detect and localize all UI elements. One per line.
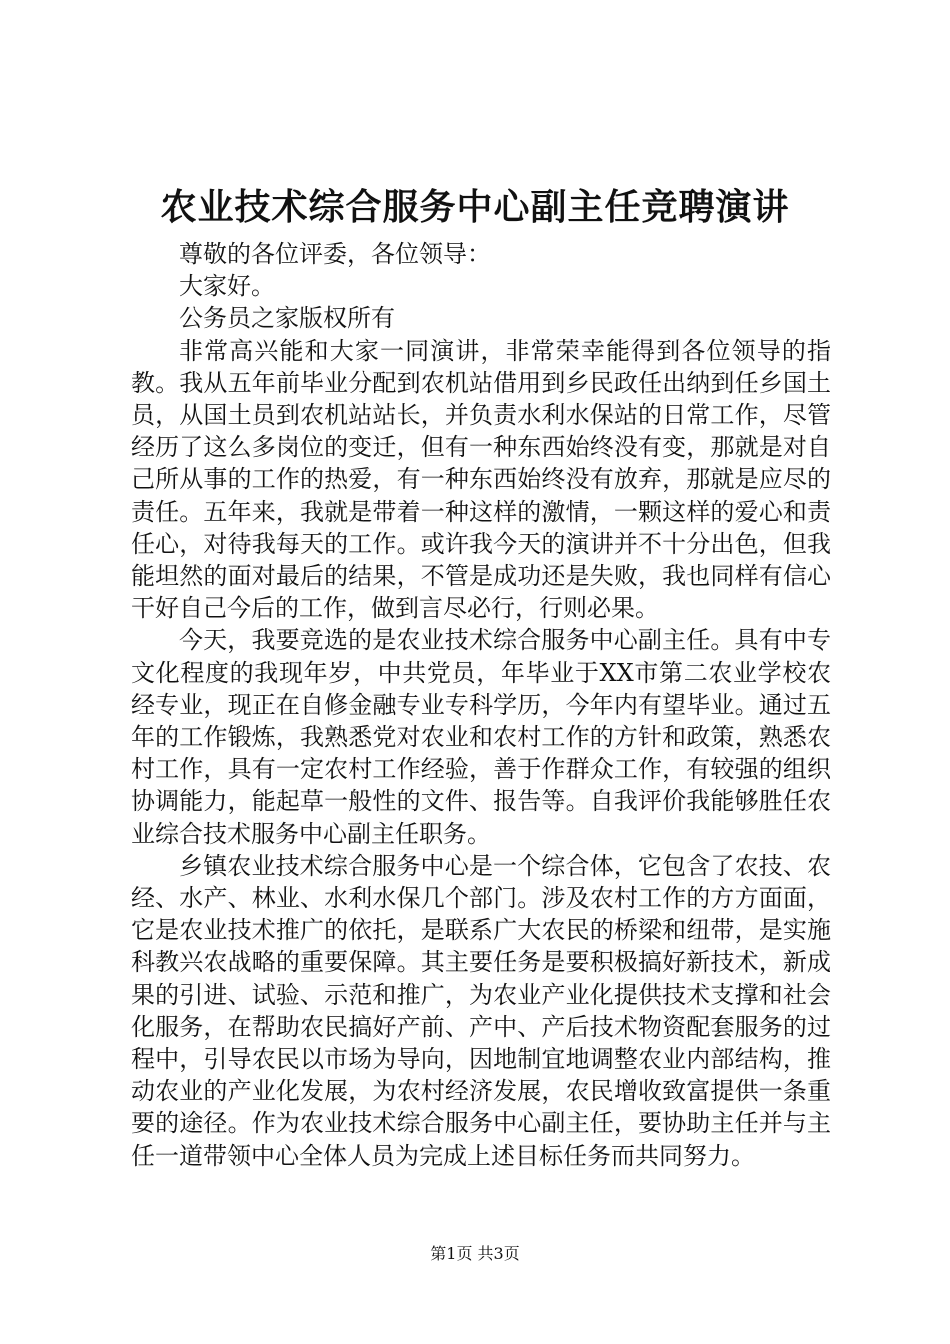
body-paragraph: 乡镇农业技术综合服务中心是一个综合体，它包含了农技、农经、水产、林业、水利水保几个部门。涉及农村工作的方方面面，它是农业技术推广的依托，是联系广大农民的桥梁和纽带，是实施科教兴农战略的重要保障。其主要任务是要积极搞好新技术，新成果的引进、试验、示范和推广，为农业产业化提供技术支撑和社会化服务，在帮助农民搞好产前、产中、产后技术物资配套服务的过程中，引导农民以市场为导向，因地制宜地调整农业内部结构，推动农业的产业化发展，为农村经济发展，农民增收致富提供一条重要的途径。作为农业技术综合服务中心副主任，要协助主任并与主任一道带领中心全体人员为完成上述目标任务而共同努力。 — [131, 851, 831, 1170]
copyright-paragraph: 公务员之家版权所有 — [179, 304, 395, 333]
body-paragraph: 今天，我要竞选的是农业技术综合服务中心副主任。具有中专文化程度的我现年岁，中共党员，年毕业于XX市第二农业学校农经专业，现正在自修金融专业专科学历，今年内有望毕业。通过五年的工作锻炼，我熟悉党对农业和农村工作的方针和政策，熟悉农村工作，具有一定农村工作经验，善于作群众工作，有较强的组织协调能力，能起草一般性的文件、报告等。自我评价我能够胜任农业综合技术服务中心副主任职务。 — [131, 626, 831, 848]
greeting-paragraph: 大家好。 — [179, 272, 275, 301]
document-body — [131, 238, 831, 1172]
page-number-footer: 第1页 共3页 — [430, 1244, 520, 1263]
salutation-paragraph: 尊敬的各位评委，各位领导： — [179, 240, 491, 268]
body-paragraph: 非常高兴能和大家一同演讲，非常荣幸能得到各位领导的指教。我从五年前毕业分配到农机站借用到乡民政任出纳到任乡国土员，从国土员到农机站站长，并负责水利水保站的日常工作，尽管经历了这么多岗位的变迁，但有一种东西始终没有变，那就是对自己所从事的工作的热爱，有一种东西始终没有放弃，那就是应尽的责任。五年来，我就是带着一种这样的激情，一颗这样的爱心和责任心，对待我每天的工作。或许我今天的演讲并不十分出色，但我能坦然的面对最后的结果，不管是成功还是失败，我也同样有信心干好自己今后的工作，做到言尽必行，行则必果。 — [131, 336, 831, 623]
document-title: 农业技术综合服务中心副主任竞聘演讲 — [160, 187, 790, 228]
